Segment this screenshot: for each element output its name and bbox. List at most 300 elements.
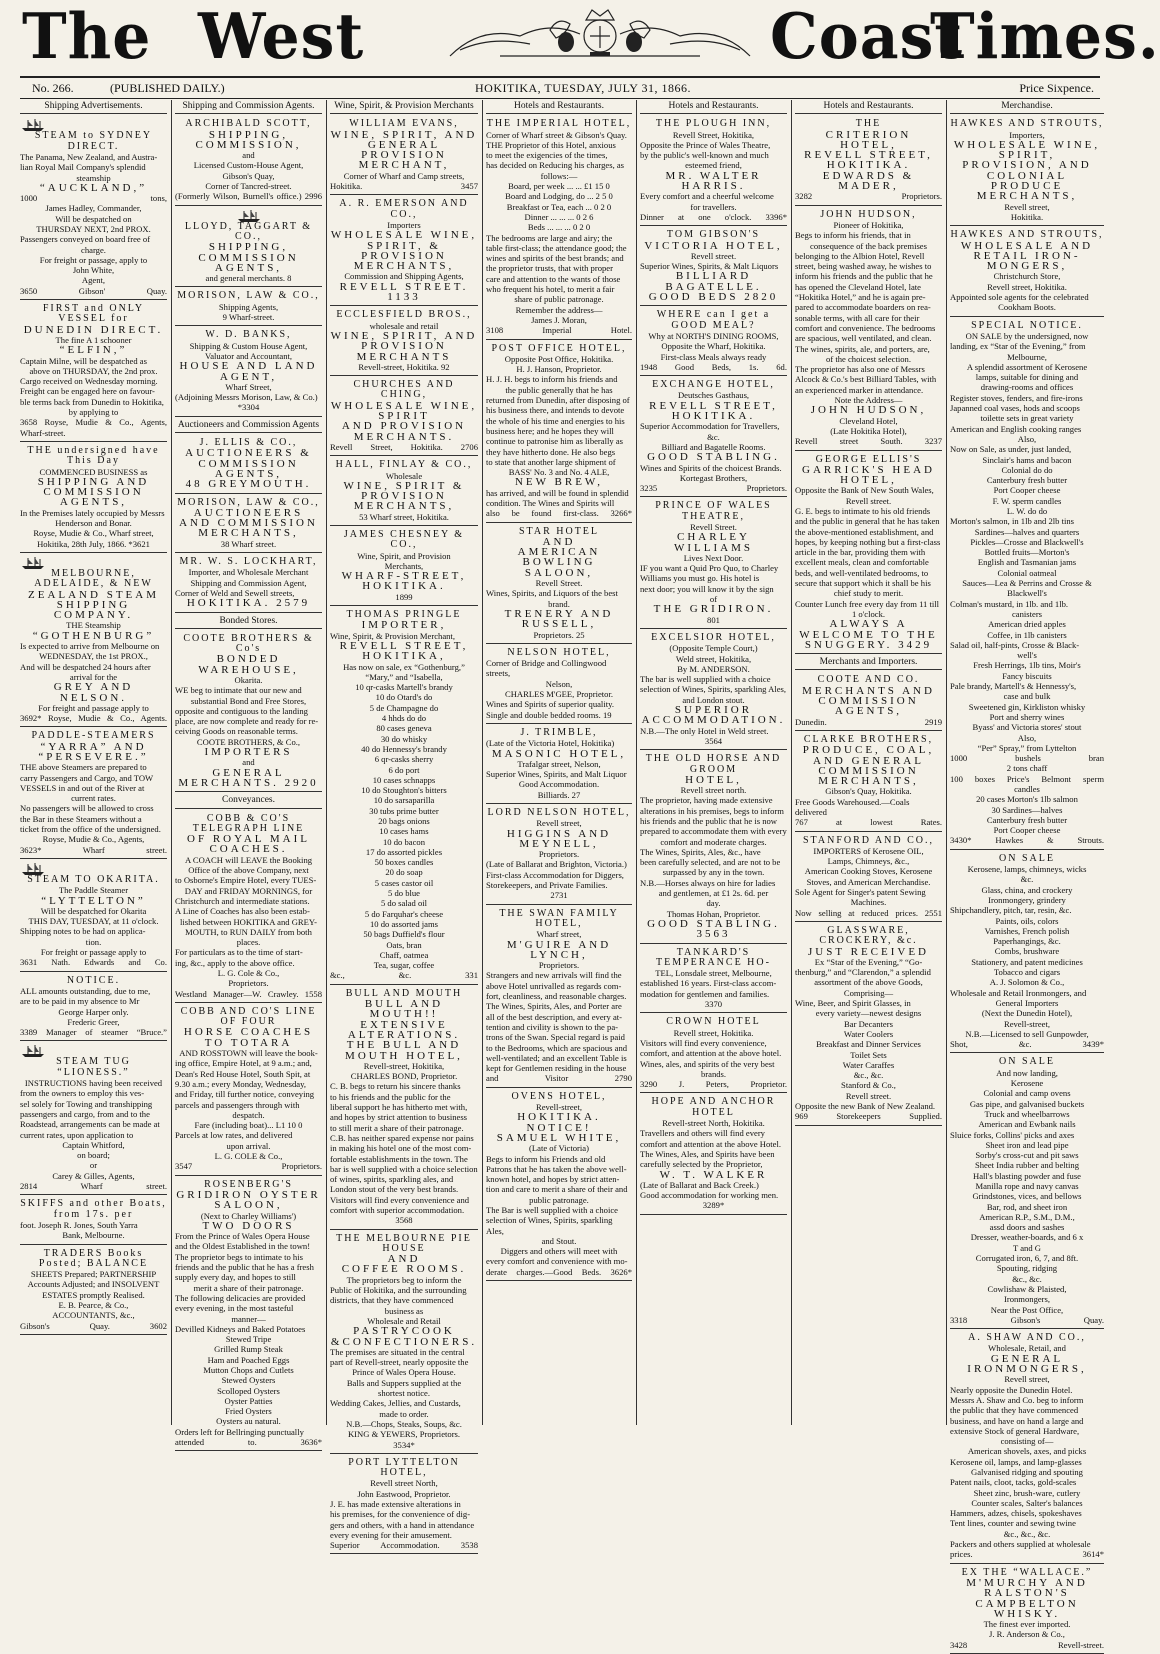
ad-line: attended to. 3636* (175, 1437, 322, 1448)
ad-line: CAMPBELTON WHISKY. (975, 1597, 1079, 1620)
ad-line: Deutsches Gasthaus, (677, 390, 750, 401)
ad-line: M'GUIRE AND LYNCH, (506, 938, 612, 961)
ad-line: Wines and Spirits of the choicest Brands. (640, 462, 782, 473)
ad-line: H. J. Hanson, Proprietor. (516, 364, 602, 375)
ad-line: liberal support he has hitherto met with, (330, 1102, 468, 1113)
advertisement (20, 302, 167, 442)
ad-line: returned from Dunedin, after disposing of (486, 395, 630, 406)
ad-line: tion. (85, 936, 102, 947)
ad-line: 3289* (702, 1200, 725, 1211)
ad-line: Corner of Weld and Sewell streets, (175, 587, 295, 598)
ad-line: IF you want a Quid Pro Quo, to Charley (640, 563, 779, 574)
ad-line: THE Proprietor of this Hotel, anxious (486, 139, 616, 150)
ad-line: The wines, spirits, ale, and porters, are, (795, 343, 930, 354)
ad-line: Diggers and others will meet with (500, 1246, 618, 1257)
ad-line: Fare (including boat)... L1 10 0 (194, 1120, 303, 1131)
ad-line: Thomas Hohan, Proprietor. (666, 908, 761, 919)
ad-line: lished between HOKITIKA and GREY- (180, 916, 317, 927)
ad-line: Appointed sole agents for the celebrated (950, 292, 1089, 303)
ad-line: Single and double bedded rooms. 19 (486, 709, 612, 720)
ad-line: Truck and wheelbarrows (984, 1108, 1070, 1119)
ad-heading: STAR HOTEL (518, 525, 600, 537)
ad-line: 3547 Proprietors. (175, 1161, 322, 1172)
ad-line: the above-mentioned establishment, and (795, 526, 934, 537)
ad-line: (Next to Charley Williams') (200, 1210, 297, 1221)
ad-line: From the Prince of Wales Opera House (175, 1231, 310, 1242)
advertisement (20, 729, 167, 859)
ad-line: James J. Moran, (531, 314, 587, 325)
ad-line: N.B.—Horses always on hire for ladies (640, 877, 776, 888)
ad-line: Wholesale and Retail Ironmongers, and (950, 987, 1087, 998)
ad-line: AGENTS, (834, 705, 903, 718)
ad-line: table first-class; the attendance good; the (486, 242, 627, 253)
ad-line: Comprising— (843, 987, 894, 998)
ad-line: REVELL STREET, (804, 149, 933, 162)
ad-line: brand. (548, 598, 570, 609)
ad-line: business here; and he hopes they will (486, 425, 614, 436)
ad-line: (Opposite Temple Court,) (669, 643, 758, 654)
ad-line: BULL AND MOUTH!! (364, 998, 444, 1021)
ad-line: &c., &c. (1012, 1273, 1042, 1284)
ad-line: all of the best description, and every at- (486, 1011, 623, 1022)
ad-line: George Harper only. (58, 1006, 129, 1017)
ad-line: hopes, by keeping nothing but a first-class (795, 536, 941, 547)
ad-line: American and English cooking ranges (950, 423, 1082, 434)
advertisement (640, 752, 787, 943)
ad-line: Wines, Spirits, and Liquors of the best (486, 588, 618, 599)
ad-line: Port Cooper cheese (993, 825, 1061, 836)
ad-heading: GEORGE ELLIS'S (815, 453, 922, 465)
ad-line: ing, &c., apply to the above office. (175, 957, 295, 968)
ad-line: for travellers. (690, 201, 737, 212)
ad-line: consisting of— (1000, 1436, 1054, 1447)
ad-line: derate charges.—Good Beds. 3626* (486, 1266, 632, 1277)
ad-line: WINE, SPIRIT & PROVISION MERCHANTS, (343, 479, 465, 513)
advertisement (175, 208, 322, 288)
ad-line: to his friends and the public for the (330, 1091, 451, 1102)
ad-heading: COOTE AND CO. (817, 674, 920, 686)
ad-line: VICTORIA HOTEL, (644, 239, 783, 252)
advertisement (640, 946, 787, 1014)
column-rule (636, 100, 637, 1425)
ad-line: Lives Next Door. (683, 552, 744, 563)
ad-line: districts, that they have commenced (330, 1295, 454, 1306)
ad-line: Opposite the Bank of New South Wales, (795, 485, 934, 496)
advertisement (20, 861, 167, 972)
masthead-word-west: West (198, 0, 365, 74)
ad-line: Why at NORTH'S DINING ROOMS, (648, 330, 779, 341)
section-heading: Merchants and Importers. (795, 656, 942, 670)
ad-line: Lamps, Chimneys, &c., (827, 856, 910, 867)
advertisement (486, 646, 632, 724)
ad-heading: ECCLESFIELD BROS., (336, 309, 472, 321)
ad-heading: THE (855, 118, 882, 130)
ad-line: been carefully selected, and are not to be (640, 857, 781, 868)
ad-line: every comfort and convenience with mo- (486, 1256, 628, 1267)
ad-line: Grindstones, vices, and bellows (972, 1191, 1082, 1202)
ad-heading: WHERE can I get a GOOD MEAL? (656, 309, 771, 331)
ad-line: of (709, 594, 718, 605)
ad-line: OF ROYAL MAIL COACHES. (187, 833, 310, 856)
ad-line: upon arrival. (226, 1140, 271, 1151)
ad-line: HOTEL, (685, 773, 742, 786)
ad-line: on board; (77, 1150, 110, 1161)
ad-line: 17 do assorted pickles (365, 846, 443, 857)
ad-line: THE GRIDIRON. (653, 603, 774, 616)
ad-line: REVELL STREET, HOKITIKA. (649, 399, 778, 423)
ad-line: belonging to the Albion Hotel, Revell (795, 250, 925, 261)
ad-line: Sauces—Lea & Perrins and Crosse & (962, 578, 1092, 589)
ad-line: Kerosene (1010, 1078, 1044, 1089)
ad-line: 3108 Imperial Hotel. (486, 325, 632, 336)
ad-line: NEW BREW, (514, 476, 604, 489)
ad-line: Free Goods Warehoused.—Coals delivered (795, 796, 910, 817)
ad-line: ESTATES promptly Realised. (42, 1289, 145, 1300)
ad-line: Okarita. (234, 674, 263, 685)
ad-line: By M. ANDERSON. (677, 663, 750, 674)
ad-line: 2814 Wharf street. (20, 1181, 167, 1192)
ad-heading: BULL AND MOUTH (345, 987, 463, 999)
ad-line: tention and civility is shown to the pa- (486, 1021, 618, 1032)
ad-line: MONGERS, (986, 260, 1068, 273)
ad-line: Every comfort and a cheerful welcome (640, 191, 774, 202)
ad-line: HIGGINS AND MEYNELL, (506, 827, 612, 850)
ad-line: Visitors will find every convenience, (640, 1037, 767, 1048)
advertisement (20, 117, 167, 300)
ad-line: Shipping Agents, (218, 301, 279, 312)
ad-heading: PRINCE OF WALES THEATRE, (655, 500, 772, 522)
ad-line: Tent lines, counter and sewing twine (950, 1518, 1076, 1529)
ad-line: ble terms back from Dunedin to Hokitika, (20, 396, 164, 407)
ad-line: PROVISION MERCHANTS (356, 340, 452, 363)
ad-line: Glass, china, and crockery (981, 884, 1073, 895)
ad-line: arrival for the (69, 671, 118, 682)
ad-line: Revell Street, Hokitika, (672, 129, 755, 140)
ad-line: TRENERY AND RUSSELL, (504, 607, 614, 631)
price: Price Sixpence. (1019, 81, 1094, 95)
ad-line: alterations in his premises, begs to inform (640, 805, 784, 816)
ad-line: ACCOUNTANTS, &c., (52, 1310, 135, 1321)
section-heading: Conveyances. (175, 794, 322, 808)
ad-line: Corner of Bridge and Collingwood streets, (486, 658, 607, 679)
ad-line: substantial Bond and Free Stores, (190, 695, 307, 706)
ad-line: The Panama, New Zealand, and Austra- (20, 151, 158, 162)
ad-line: Hokitika. 3457 (330, 181, 478, 192)
ad-line: The finest ever imported. (983, 1619, 1071, 1630)
ad-heading: MR. W. S. LOCKHART, (179, 556, 318, 568)
ad-line: carry Passengers and Cargo, and TOW (20, 772, 154, 783)
ad-line: AGENTS, (214, 467, 283, 480)
ad-heading: COBB AND CO'S LINE OF FOUR (180, 1005, 317, 1028)
advertisement (950, 319, 1104, 850)
ad-line: 10 do Stoughton's bitters (361, 785, 447, 796)
ad-heading: MORISON, LAW & CO., (177, 290, 320, 302)
ad-heading: STEAM to SYDNEY DIRECT. (34, 130, 153, 152)
ad-line: J. R. Anderson & Co., (989, 1629, 1065, 1640)
ad-line: gers and others, with a hand in attendance (330, 1519, 475, 1530)
ad-line: Westland Manager—W. Crawley. 1558 (175, 988, 322, 999)
ad-line: SHEETS Prepared; PARTNERSHIP (30, 1269, 157, 1280)
ad-line: MERCHANTS, (353, 260, 455, 273)
ad-line: Opposite the Prince of Wales Theatre, (640, 139, 771, 150)
ad-line: Revell street, (1004, 201, 1050, 212)
ad-line: street, being washed away, he wishes to (795, 261, 932, 272)
ad-line: Remember the address— (515, 304, 603, 315)
advertisement (950, 1331, 1104, 1564)
ad-line: COMMENCED BUSINESS as (39, 466, 148, 477)
ad-line: MASONIC HOTEL, (491, 747, 627, 760)
advertisement (795, 117, 942, 205)
ad-line: “GOTHENBURG” (32, 629, 155, 642)
ad-heading: EXCHANGE HOTEL, (652, 379, 775, 391)
ad-heading: TRADERS Books Posted; BALANCE (38, 1247, 149, 1269)
ad-line: TWO DOORS (202, 1219, 295, 1232)
ad-line: the public that they have commenced (950, 1405, 1079, 1416)
place-date: HOKITIKA, TUESDAY, JULY 31, 1866. (475, 81, 691, 95)
ad-line: PROVISION MERCHANT, (358, 149, 450, 172)
ad-line: Also, (1017, 732, 1037, 743)
ad-line: The Bar is well supplied with a choice (486, 1204, 618, 1215)
ad-line: MERCHANTS, (198, 527, 299, 540)
ad-line: NOTICE! (526, 1121, 592, 1134)
ad-line: steamship (76, 172, 111, 183)
ad-line: “LYTTELTON” (41, 894, 146, 907)
ad-line: 969 Storekeepers Supplied. (795, 1111, 942, 1122)
ad-line: BASS' No. 3 and No. 4 ALE, (508, 467, 610, 478)
ad-line: condition. The Wines and Spirits will (486, 497, 615, 508)
ad-line: charge. (81, 244, 106, 255)
ad-line: Chaff, oatmea (379, 949, 429, 960)
ad-line: 3534* (393, 1439, 415, 1450)
ad-line: 30 do whisky (380, 733, 428, 744)
ad-line: 801 (707, 614, 720, 625)
ad-line: Is expected to arrive from Melbourne on (20, 641, 160, 652)
ad-line: friends and the public that he has a fresh (175, 1262, 314, 1273)
ad-line: drawing-rooms and offices (980, 382, 1074, 393)
ad-line: Shipchandlery, pitch, tar, resin, &c. (950, 905, 1072, 916)
ad-line: 5 de Champagne do (369, 702, 439, 713)
ad-line: Cookham Boots. (998, 302, 1056, 313)
ad-line: 3650 Gibson' Quay. (20, 285, 167, 296)
ad-line: shortest notice. (377, 1388, 431, 1399)
ad-line: The bar is well supplied with a choice (640, 674, 771, 685)
ad-line: 50 bags Duffield's flour (363, 929, 445, 940)
ad-line: of the choicest selection. (826, 353, 911, 364)
ad-line: 2 tons chaff (1006, 763, 1048, 774)
ad-heading: JOHN HUDSON, (820, 208, 917, 220)
ad-line: THE Steamship (66, 620, 121, 631)
ad-line: Canterbury fresh butter (986, 814, 1068, 825)
ad-line: And will be despatched 24 hours after (20, 661, 151, 672)
ad-line: Wholesale and Retail (367, 1315, 441, 1326)
ad-line: his business there, and intends to devote (486, 405, 625, 416)
ad-line: THURSDAY NEXT, 2nd PROX. (36, 224, 151, 234)
ad-line: Note the Address— (834, 395, 903, 406)
ad-line: Scolloped Oysters (217, 1385, 280, 1396)
ad-line: Revell street north. (680, 785, 747, 796)
ad-line: 10 do assorted jams (369, 918, 439, 929)
ad-line: Cowlishaw & Plaisted, (987, 1283, 1067, 1294)
ad-line: 48 GREYMOUTH. (185, 478, 312, 491)
ad-line: Dresser, weather-boards, and 6 x (970, 1232, 1084, 1243)
ad-line: Galvanised ridging and spouting (971, 1467, 1083, 1477)
ad-line: comfort and moderate charges. (660, 836, 767, 847)
ad-line: 767 at lowest Rates. (795, 817, 942, 828)
ad-line: share of public patronage. (514, 294, 604, 305)
ad-line: Sinclair's hams and bacon (982, 454, 1072, 465)
column-hotels-2 (640, 100, 787, 1425)
ad-line: THE BULL AND MOUTH HOTEL, (345, 1039, 463, 1062)
columns (20, 100, 1104, 1650)
ad-line: Revell Street, Hokitika. 2706 (330, 441, 478, 452)
ad-line: Colonial and camp ovens (983, 1088, 1071, 1099)
advertisement (640, 1095, 787, 1214)
ad-line: Fried Oysters (225, 1406, 272, 1417)
ad-line: Kortegast Brothers, (679, 472, 748, 483)
ad-line: Stationery, and patent medicines (971, 956, 1083, 967)
section-heading: Hotels and Restaurants. (795, 100, 942, 114)
ad-line: A COACH will LEAVE the Booking (184, 854, 313, 865)
ad-line: the proprietor trusts, that with proper (486, 263, 613, 274)
ad-line: above Hotel unrivalled as regards com- (486, 980, 622, 991)
ad-line: known hotel, and hopes by strict atten- (486, 1174, 620, 1185)
ad-line: John Eastwood, Proprietor. (357, 1488, 451, 1499)
ad-line: landing, ex “Star of the Evening,” from (950, 341, 1086, 352)
ad-line: GARRICK'S HEAD HOTEL, (802, 463, 935, 487)
ad-line: the Bar in these Steamers without a (20, 813, 142, 824)
ad-line: Commission and Shipping Agents, (344, 271, 464, 282)
ad-line: 3235 Proprietors. (640, 483, 787, 494)
ad-line: current rates. (71, 793, 116, 804)
ad-line: prepared to accommodate them with every (640, 826, 787, 837)
ad-line: has opened the Cleveland Hotel, late (795, 281, 921, 292)
advertisement (795, 834, 942, 922)
ad-line: (Adjoining Messrs Morison, Law, & Co.) (175, 392, 318, 403)
ad-line: surpassed by any in the town. (662, 867, 765, 878)
ad-line: toilette sets in great variety (980, 413, 1074, 424)
ad-line: C. B. begs to return his sincere thanks (330, 1081, 461, 1092)
ad-line: Valuator and Accountant, (204, 350, 293, 361)
ad-line: every evening, in the most tasteful (175, 1303, 294, 1314)
ad-line: DAY and FRIDAY MORNINGS, for (184, 885, 313, 896)
ad-line: Passengers conveyed on board free of (20, 234, 151, 245)
ad-line: Machines. (850, 897, 887, 908)
ad-heading: TANKARD'S TEMPERANCE HO- (656, 946, 771, 968)
ad-line: &c., &c. 331 (330, 970, 478, 981)
ad-line: Board, per week ... ... £1 15 0 (508, 181, 610, 192)
advertisement (175, 496, 322, 553)
ad-line: HOKITIKA. (517, 1111, 601, 1124)
ad-line: Weld street, Hokitika, (675, 653, 752, 664)
ad-line: case and bulk (1003, 691, 1051, 702)
ad-line: (Late of Victoria) (529, 1143, 589, 1154)
ad-line: well's (1017, 650, 1037, 661)
ad-line: No passengers will be allowed to cross (20, 803, 154, 814)
ad-heading: MELBOURNE, ADELAIDE, & NEW (34, 567, 153, 590)
ad-line: his friends and the public that he is now (640, 816, 777, 826)
ad-line: Kerosene oil, lamps, and lamp-glasses (950, 1456, 1082, 1467)
ad-line: 1000 bushels bran (950, 753, 1104, 764)
ad-line: opposite and contiguous to the landing (175, 705, 308, 716)
column-merchandise (950, 100, 1104, 1650)
advertisement (330, 1232, 478, 1454)
ad-line: (Late of the Victoria Hotel, Hokitika) (486, 738, 615, 749)
ad-line: Nelson, (545, 678, 573, 689)
ad-line: business as (384, 1305, 424, 1316)
ad-line: Colonial do do (1001, 464, 1053, 475)
column-hotels-merchants (795, 100, 942, 1425)
ad-line: PASTRYCOOK &CONFECTIONERS. (330, 1325, 478, 1348)
ad-line: WINE, SPIRIT, AND GENERAL (330, 128, 478, 151)
section-heading: Shipping and Commission Agents. (175, 100, 322, 114)
advertisement (175, 1005, 322, 1176)
ad-line: Good Accommodation. (518, 779, 600, 790)
ad-line: manner— (231, 1313, 266, 1324)
column-rule (482, 100, 483, 1425)
ad-line: established 16 years. First-class accom- (640, 978, 777, 989)
ad-line: PRODUCE MERCHANTS, (976, 180, 1078, 203)
advertisement (640, 499, 787, 629)
ad-line: THE above Steamers are prepared to (20, 762, 147, 773)
ad-line: Gibson's Quay, (222, 170, 275, 181)
ad-line: AGENTS, (59, 496, 128, 509)
ad-line: Importer, and Wholesale Merchant (188, 567, 309, 578)
ad-line: Will be despatched on (55, 213, 132, 224)
ad-heading: J. TRIMBLE, (520, 726, 598, 738)
ad-line: Coffee, in 1lb canisters (987, 629, 1067, 640)
ad-line: Board and Lodging, do ... 2 5 0 (505, 191, 613, 202)
ad-line: merit a share of their patronage. (193, 1282, 304, 1293)
ad-line: Nearly opposite the Dunedin Hotel. (950, 1384, 1073, 1395)
ad-line: ON SALE by the undersigned, now (965, 330, 1089, 341)
advertisement (486, 806, 632, 905)
ad-line: public patronage. (529, 1194, 589, 1205)
ad-heading: STEAM TO OKARITA. (27, 873, 160, 885)
ad-line: Henderson and Bonar. (55, 518, 132, 529)
ad-line: places. (236, 937, 261, 948)
advertisement (330, 1456, 478, 1555)
ad-line: Sweetened gin, Kirkliston whisky (968, 701, 1086, 712)
ad-line: Sheet iron and lead pipe (985, 1139, 1069, 1150)
ad-heading: A. SHAW AND CO., (968, 1332, 1086, 1344)
ad-line: The proprietor has also one of Messrs (795, 364, 925, 375)
ad-line: “AUCKLAND,” (39, 181, 148, 194)
advertisement (950, 228, 1104, 316)
ad-line: Grilled Rump Steak (214, 1344, 283, 1355)
ad-line: Register stoves, fenders, and fire-irons (950, 392, 1083, 403)
ad-line: Colman's mustard, in 1lb. and 1lb. (950, 598, 1069, 609)
advertisement (640, 117, 787, 226)
ad-line: Packers and others supplied at wholesale (950, 1539, 1091, 1550)
ad-line: 10 qr-casks Martell's brandy (355, 682, 453, 693)
ad-line: Orders left for Bellringing punctually (175, 1426, 304, 1437)
ad-line: The proprietor begs to intimate to his (175, 1251, 303, 1262)
ad-line: American dried apples (988, 619, 1066, 630)
ad-line: Corner of Wharf and Camp streets, (343, 170, 465, 181)
ad-heading: HAWKES AND STROUTS, (950, 118, 1104, 130)
ad-line: AND (542, 535, 576, 548)
ad-line: Patent nails, cloot, tacks, gold-scales (950, 1477, 1077, 1488)
ad-line: and Stout. (541, 1235, 577, 1246)
advertisement (486, 1090, 632, 1281)
ad-line: Christchurch Store, (993, 271, 1061, 282)
advertisement (640, 308, 787, 376)
ad-line: 3428 Revell-street. (950, 1639, 1104, 1650)
ad-line: Melbourne, (1007, 351, 1047, 362)
ad-heading: THE undersigned have This Day (27, 444, 160, 467)
ad-heading: COBB & CO'S TELEGRAPH LINE (192, 812, 305, 834)
ad-line: Wine, Spirit, and Provision (357, 550, 451, 561)
